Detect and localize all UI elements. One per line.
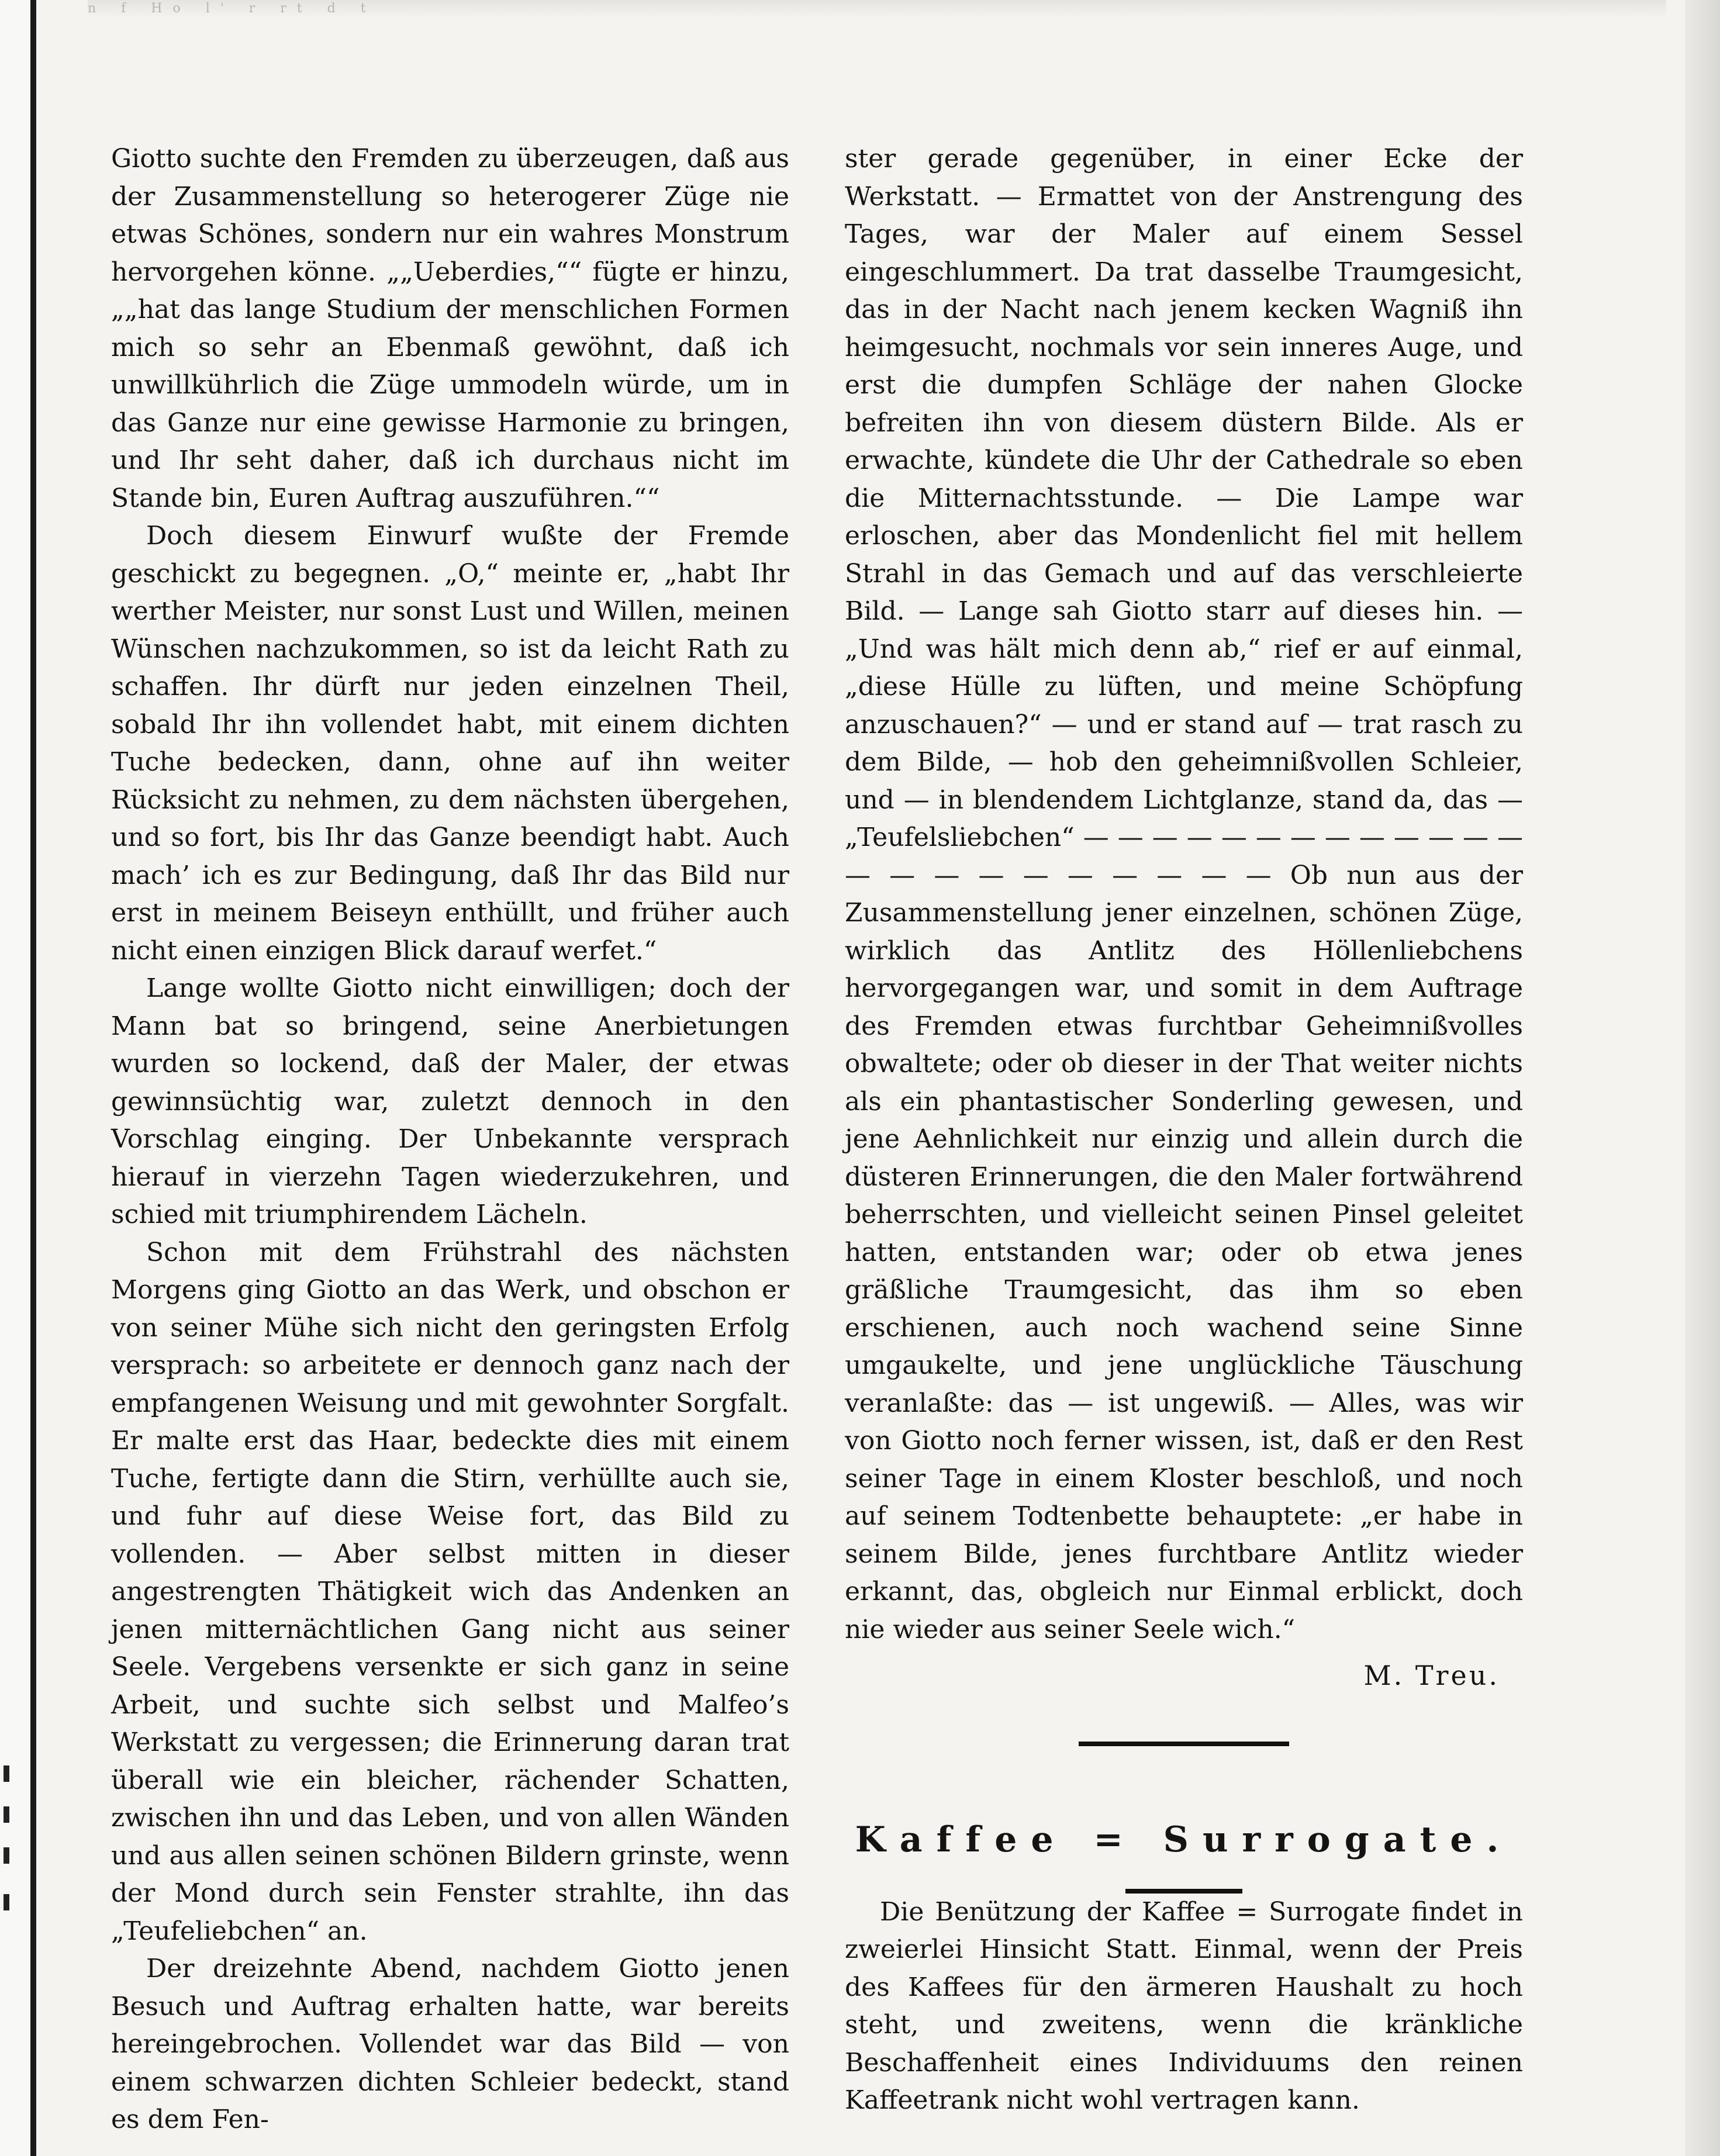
page-edge-shadow [1685, 0, 1720, 2156]
paragraph: Doch diesem Einwurf wußte der Fremde geschickt zu begegnen. „O,“ meinte er, „habt Ihr werther Meister, nur sonst Lust und Willen, meinen Wünschen nachzukommen, so ist da leicht Rath zu schaffen. Ihr dürft nur jeden einzelnen Theil, sobald Ihr ihn vollendet habt, mit einem dichten Tuche bedecken, dann, ohne auf ihn weiter Rücksicht zu nehmen, zu dem nächsten übergehen, und so fort, bis Ihr das Ganze beendigt habt. Auch mach’ ich es zur Bedingung, daß Ihr das Bild nur erst in meinem Beiseyn enthüllt, und früher auch nicht einen einzigen Blick darauf werfet.“ [111, 521, 789, 966]
author-signature: M. Treu. [1363, 1660, 1500, 1691]
paragraph: Der dreizehnte Abend, nachdem Giotto jenen Besuch und Auftrag erhalten hatte, war bereits hereingebrochen. Vollendet war das Bild — von einem schwarzen dichten Schleier bedeckt, stand es dem Fen- [111, 1954, 789, 2134]
bleed-through-line: n f Ho l' r rt d t [88, 1, 377, 16]
heading-underline [1125, 1889, 1242, 1894]
section-heading: Kaffee = Surrogate. [855, 1819, 1513, 1860]
bleed-through-text [88, 0, 1666, 18]
paragraph: Schon mit dem Frühstrahl des nächsten Morgens ging Giotto an das Werk, und obschon er von seiner Mühe sich nicht den geringsten Erfolg versprach: so arbeitete er dennoch ganz nach der empfangenen Weisung und mit gewohnter Sorgfalt. Er malte erst das Haar, bedeckte dies mit einem Tuche, fertigte dann die Stirn, verhüllte auch sie, und fuhr auf diese Weise fort, das Bild zu vollenden. — Aber selbst mitten in dieser angestrengten Thätigkeit wich das Andenken an jenen mitternächtlichen Gang nicht aus seiner Seele. Vergebens versenkte er sich ganz in seine Arbeit, und suchte sich selbst und Malfeo’s Werkstatt zu vergessen; die Erinnerung daran trat überall wie ein bleicher, rächender Schatten, zwischen ihn und das Leben, und von allen Wänden und aus allen seinen schönen Bildern grinste, wenn der Mond durch sein Fenster strahlte, ihn das „Teufeliebchen“ an. [111, 1237, 789, 1946]
paragraph: ster gerade gegenüber, in einer Ecke der Werkstatt. — Ermattet von der Anstrengung des Tages, war der Maler auf einem Sessel eingeschlummert. Da trat dasselbe Traumgesicht, das in der Nacht nach jenem kecken Wagniß ihn heimgesucht, nochmals vor sein inneres Auge, und erst die dumpfen Schläge der nahen Glocke befreiten ihn von diesem düstern Bilde. Als er erwachte, kündete die Uhr der Cathedrale so eben die Mitternachtsstunde. — Die Lampe war erloschen, aber das Mondenlicht fiel mit hellem Strahl in das Gemach und auf das verschleierte Bild. — Lange sah Giotto starr auf dieses hin. — „Und was hält mich denn ab,“ rief er auf einmal, „diese Hülle zu lüften, und meine Schöpfung anzuschauen?“ — und er stand auf — trat rasch zu dem Bilde, — hob den geheimnißvollen Schleier, und — in blendendem Lichtglanze, stand da, das — „Teufelsliebchen“ — — — — — — — — — — — — — — — — — — — — — — — Ob nun aus der Zusammenstellung jener einzelnen, schönen Züge, wirklich das Antlitz des Höllenliebchens hervorgegangen war, und somit in dem Auftrage des Fremden etwas furchtbar Geheimnißvolles obwaltete; oder ob dieser in der That weiter nichts als ein phantastischer Sonderling gewesen, und jene Aehnlichkeit nur einzig und allein durch die düsteren Erinnerungen, die den Maler fortwährend beherrschten, und vielleicht seinen Pinsel geleitet hatten, entstanden war; oder ob etwa jenes gräßliche Traumgesicht, das ihm so eben erschienen, auch noch wachend seine Sinne umgaukelte, und jene unglückliche Täuschung veranlaßte: das — ist ungewiß. — Alles, was wir von Giotto noch ferner wissen, ist, daß er den Rest seiner Tage in einem Kloster beschloß, und noch auf seinem Todtenbette behauptete: „er habe in seinem Bilde, jenes furchtbare Antlitz wieder erkannt, das, obgleich nur Einmal erblickt, doch nie wieder aus seiner Seele wich.“ [845, 144, 1523, 1644]
edge-mark [4, 1847, 9, 1864]
edge-mark [4, 1806, 9, 1823]
section-paragraph: Die Benützung der Kaffee = Surrogate findet in zweierlei Hinsicht Statt. Einmal, wenn der Preis des Kaffees für den ärmeren Haushalt zu hoch steht, und zweitens, wenn die kränkliche Beschaffenheit eines Individuums den reinen Kaffeetrank nicht wohl vertragen kann. [845, 1896, 1523, 2115]
section-divider [1079, 1742, 1289, 1746]
paragraph: Lange wollte Giotto nicht einwilligen; doch der Mann bat so bringend, seine Anerbietungen wurden so lockend, daß der Maler, der etwas gewinnsüchtig war, zuletzt dennoch in den Vorschlag einging. Der Unbekannte versprach hierauf in vierzehn Tagen wiederzukehren, und schied mit triumphirendem Lächeln. [111, 973, 789, 1229]
left-column [111, 140, 789, 2139]
edge-mark [4, 1765, 9, 1782]
right-column [845, 140, 1523, 2120]
binding-edge [0, 0, 36, 2156]
paragraph: Giotto suchte den Fremden zu überzeugen, daß aus der Zusammenstellung so heterogerer Züge nie etwas Schönes, sondern nur ein wahres Monstrum hervorgehen könne. „„Ueberdies,““ fügte er hinzu, „„hat das lange Studium der menschlichen Formen mich so sehr an Ebenmaß gewöhnt, daß ich unwillkührlich die Züge ummodeln würde, um in das Ganze nur eine gewisse Harmonie zu bringen, und Ihr seht daher, daß ich durchaus nicht im Stande bin, Euren Auftrag auszuführen.““ [111, 144, 789, 513]
edge-mark [4, 1894, 9, 1910]
